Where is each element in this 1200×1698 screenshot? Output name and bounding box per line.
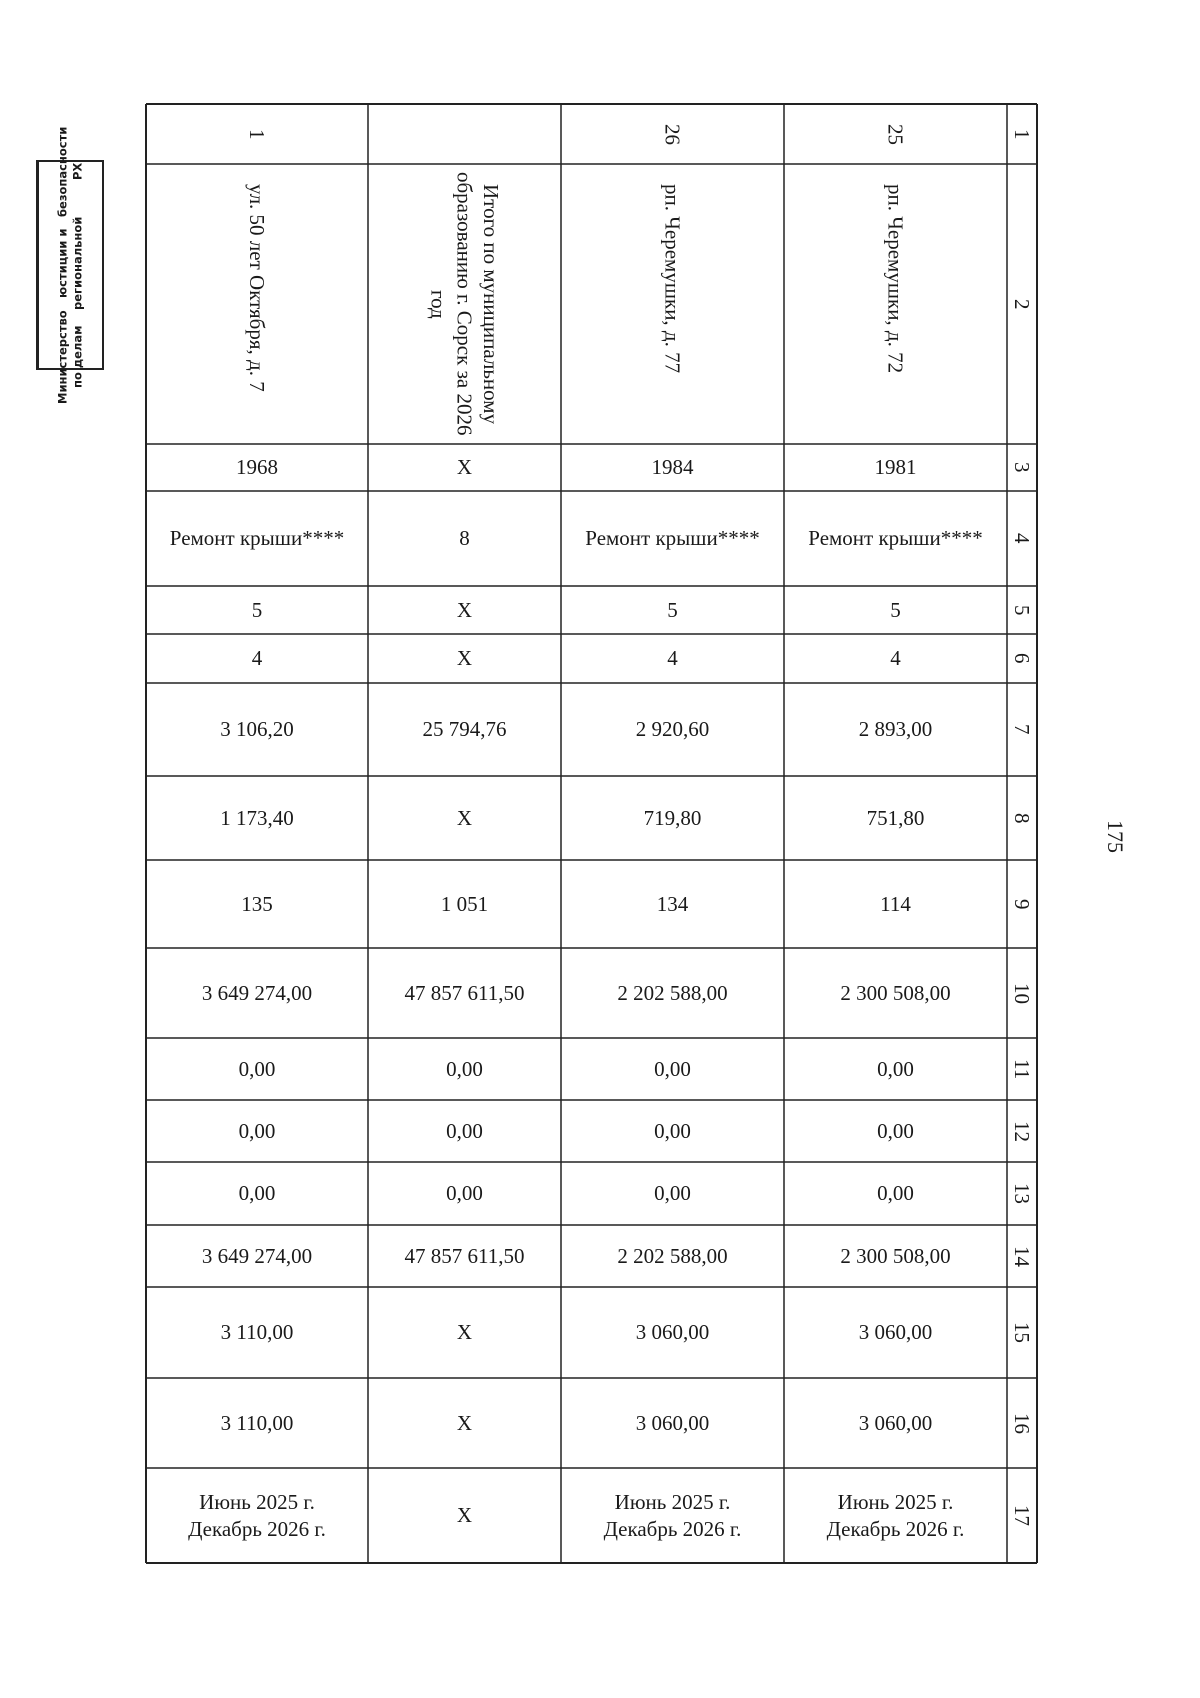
table-cell: 3 060,00: [635, 1410, 710, 1435]
table-cell: Июнь 2025 г. Декабрь 2026 г.: [826, 1490, 965, 1541]
row-number-cell: 6: [1010, 653, 1035, 664]
address-cell: ул. 50 лет Октября, д. 7: [245, 184, 270, 392]
table-cell: 2 920,60: [635, 717, 710, 742]
table-cell: X: [456, 646, 473, 671]
table-cell: Ремонт крыши****: [808, 526, 983, 551]
row-number-cell: 3: [1010, 462, 1035, 473]
column-number-cell: [368, 104, 561, 164]
table-cell: 1968: [236, 455, 278, 480]
table-cell: 751,80: [866, 805, 925, 830]
row-number-cell: 9: [1010, 898, 1035, 910]
address-cell: рп. Черемушки, д. 72: [883, 184, 908, 374]
table-cell: X: [456, 805, 473, 830]
row-number-cell: 8: [1010, 812, 1035, 824]
column-number-cell: 1: [245, 128, 270, 140]
row-number-cell: 2: [1010, 298, 1035, 310]
page-number: 175: [1103, 820, 1128, 853]
column-number-cell: 25: [883, 123, 908, 145]
table-cell: 2 202 588,00: [617, 980, 728, 1005]
table-cell: X: [456, 1503, 473, 1528]
table-cell: 0,00: [446, 1181, 483, 1206]
row-number-cell: 12: [1010, 1120, 1035, 1142]
table-cell: 3 649 274,00: [201, 1243, 313, 1268]
stamp-line-1: Министерство по делам: [55, 309, 85, 404]
table-cell: 114: [880, 891, 911, 916]
table-cell: X: [456, 455, 473, 480]
table-cell: X: [456, 1320, 473, 1345]
table-cell: 2 300 508,00: [840, 1243, 951, 1268]
table-cell: 0,00: [654, 1118, 691, 1143]
table-cell: 0,00: [238, 1118, 276, 1143]
table-cell: 0,00: [654, 1181, 691, 1206]
row-number-cell: 15: [1010, 1322, 1035, 1343]
table-cell: Июнь 2025 г. Декабрь 2026 г.: [603, 1490, 742, 1541]
table-cell: 4: [251, 646, 263, 671]
table-cell: 5: [890, 597, 901, 622]
table-cell: 3 110,00: [220, 1410, 294, 1435]
stamp-line-2: юстиции и региональной: [55, 216, 85, 310]
table-cell: 1 173,40: [220, 805, 294, 830]
table-cell: 2 202 588,00: [617, 1243, 728, 1268]
row-number-cell: 11: [1010, 1058, 1035, 1080]
row-number-cell: 14: [1010, 1245, 1035, 1267]
table-cell: 5: [251, 597, 263, 622]
table-cell: 0,00: [654, 1056, 691, 1081]
stamp-line-3: безопасности РХ: [55, 126, 85, 217]
table-cell: 134: [656, 891, 689, 916]
table-cell: 1 051: [440, 891, 489, 916]
table-cell: Ремонт крыши****: [585, 526, 760, 551]
table-cell: 0,00: [238, 1056, 276, 1081]
table-cell: 4: [890, 646, 901, 671]
table-cell: 0,00: [446, 1056, 483, 1081]
table-cell: 135: [241, 891, 273, 916]
table-cell: 0,00: [446, 1118, 483, 1143]
table-cell: 47 857 611,50: [404, 980, 525, 1005]
table-cell: 1984: [651, 455, 694, 480]
table-cell: X: [456, 1410, 473, 1435]
table-cell: 3 060,00: [635, 1320, 710, 1345]
table-cell: 3 060,00: [858, 1320, 933, 1345]
table-cell: 2 893,00: [858, 717, 933, 742]
table-cell: 2 300 508,00: [840, 980, 951, 1005]
table-cell: 0,00: [877, 1056, 914, 1081]
table-cell: 3 106,20: [220, 717, 294, 742]
table-cell: Июнь 2025 г. Декабрь 2026 г.: [188, 1490, 326, 1541]
table-cell: 47 857 611,50: [404, 1243, 525, 1268]
table-cell: 5: [667, 597, 678, 622]
row-number-cell: 13: [1010, 1183, 1035, 1204]
table-cell: 3 060,00: [858, 1410, 933, 1435]
table-cell: 3 110,00: [220, 1320, 294, 1345]
row-number-cell: 17: [1010, 1505, 1035, 1526]
table-cell: 4: [667, 646, 678, 671]
row-number-cell: 16: [1010, 1412, 1035, 1434]
table-cell: 719,80: [643, 805, 702, 830]
row-number-cell: 5: [1010, 604, 1035, 616]
row-number-cell: 7: [1010, 724, 1035, 735]
table-cell: 0,00: [877, 1181, 914, 1206]
table-cell: 25 794,76: [422, 717, 507, 742]
table-cell: 3 649 274,00: [201, 980, 313, 1005]
row-number-cell: 4: [1010, 533, 1035, 544]
table-cell: Ремонт крыши****: [169, 526, 345, 551]
table-cell: 8: [459, 526, 470, 551]
row-number-cell: 1: [1010, 128, 1035, 140]
column-number-cell: 26: [660, 123, 685, 145]
address-cell: рп. Черемушки, д. 77: [660, 184, 685, 374]
table-cell: X: [456, 597, 473, 622]
table-cell: 1981: [874, 455, 917, 480]
address-cell: Итого по муниципальному образованию г. Сорск за 2026 год: [426, 172, 503, 436]
row-number-cell: 10: [1010, 982, 1035, 1004]
table-cell: 0,00: [877, 1118, 914, 1143]
table-cell: 0,00: [238, 1181, 276, 1206]
